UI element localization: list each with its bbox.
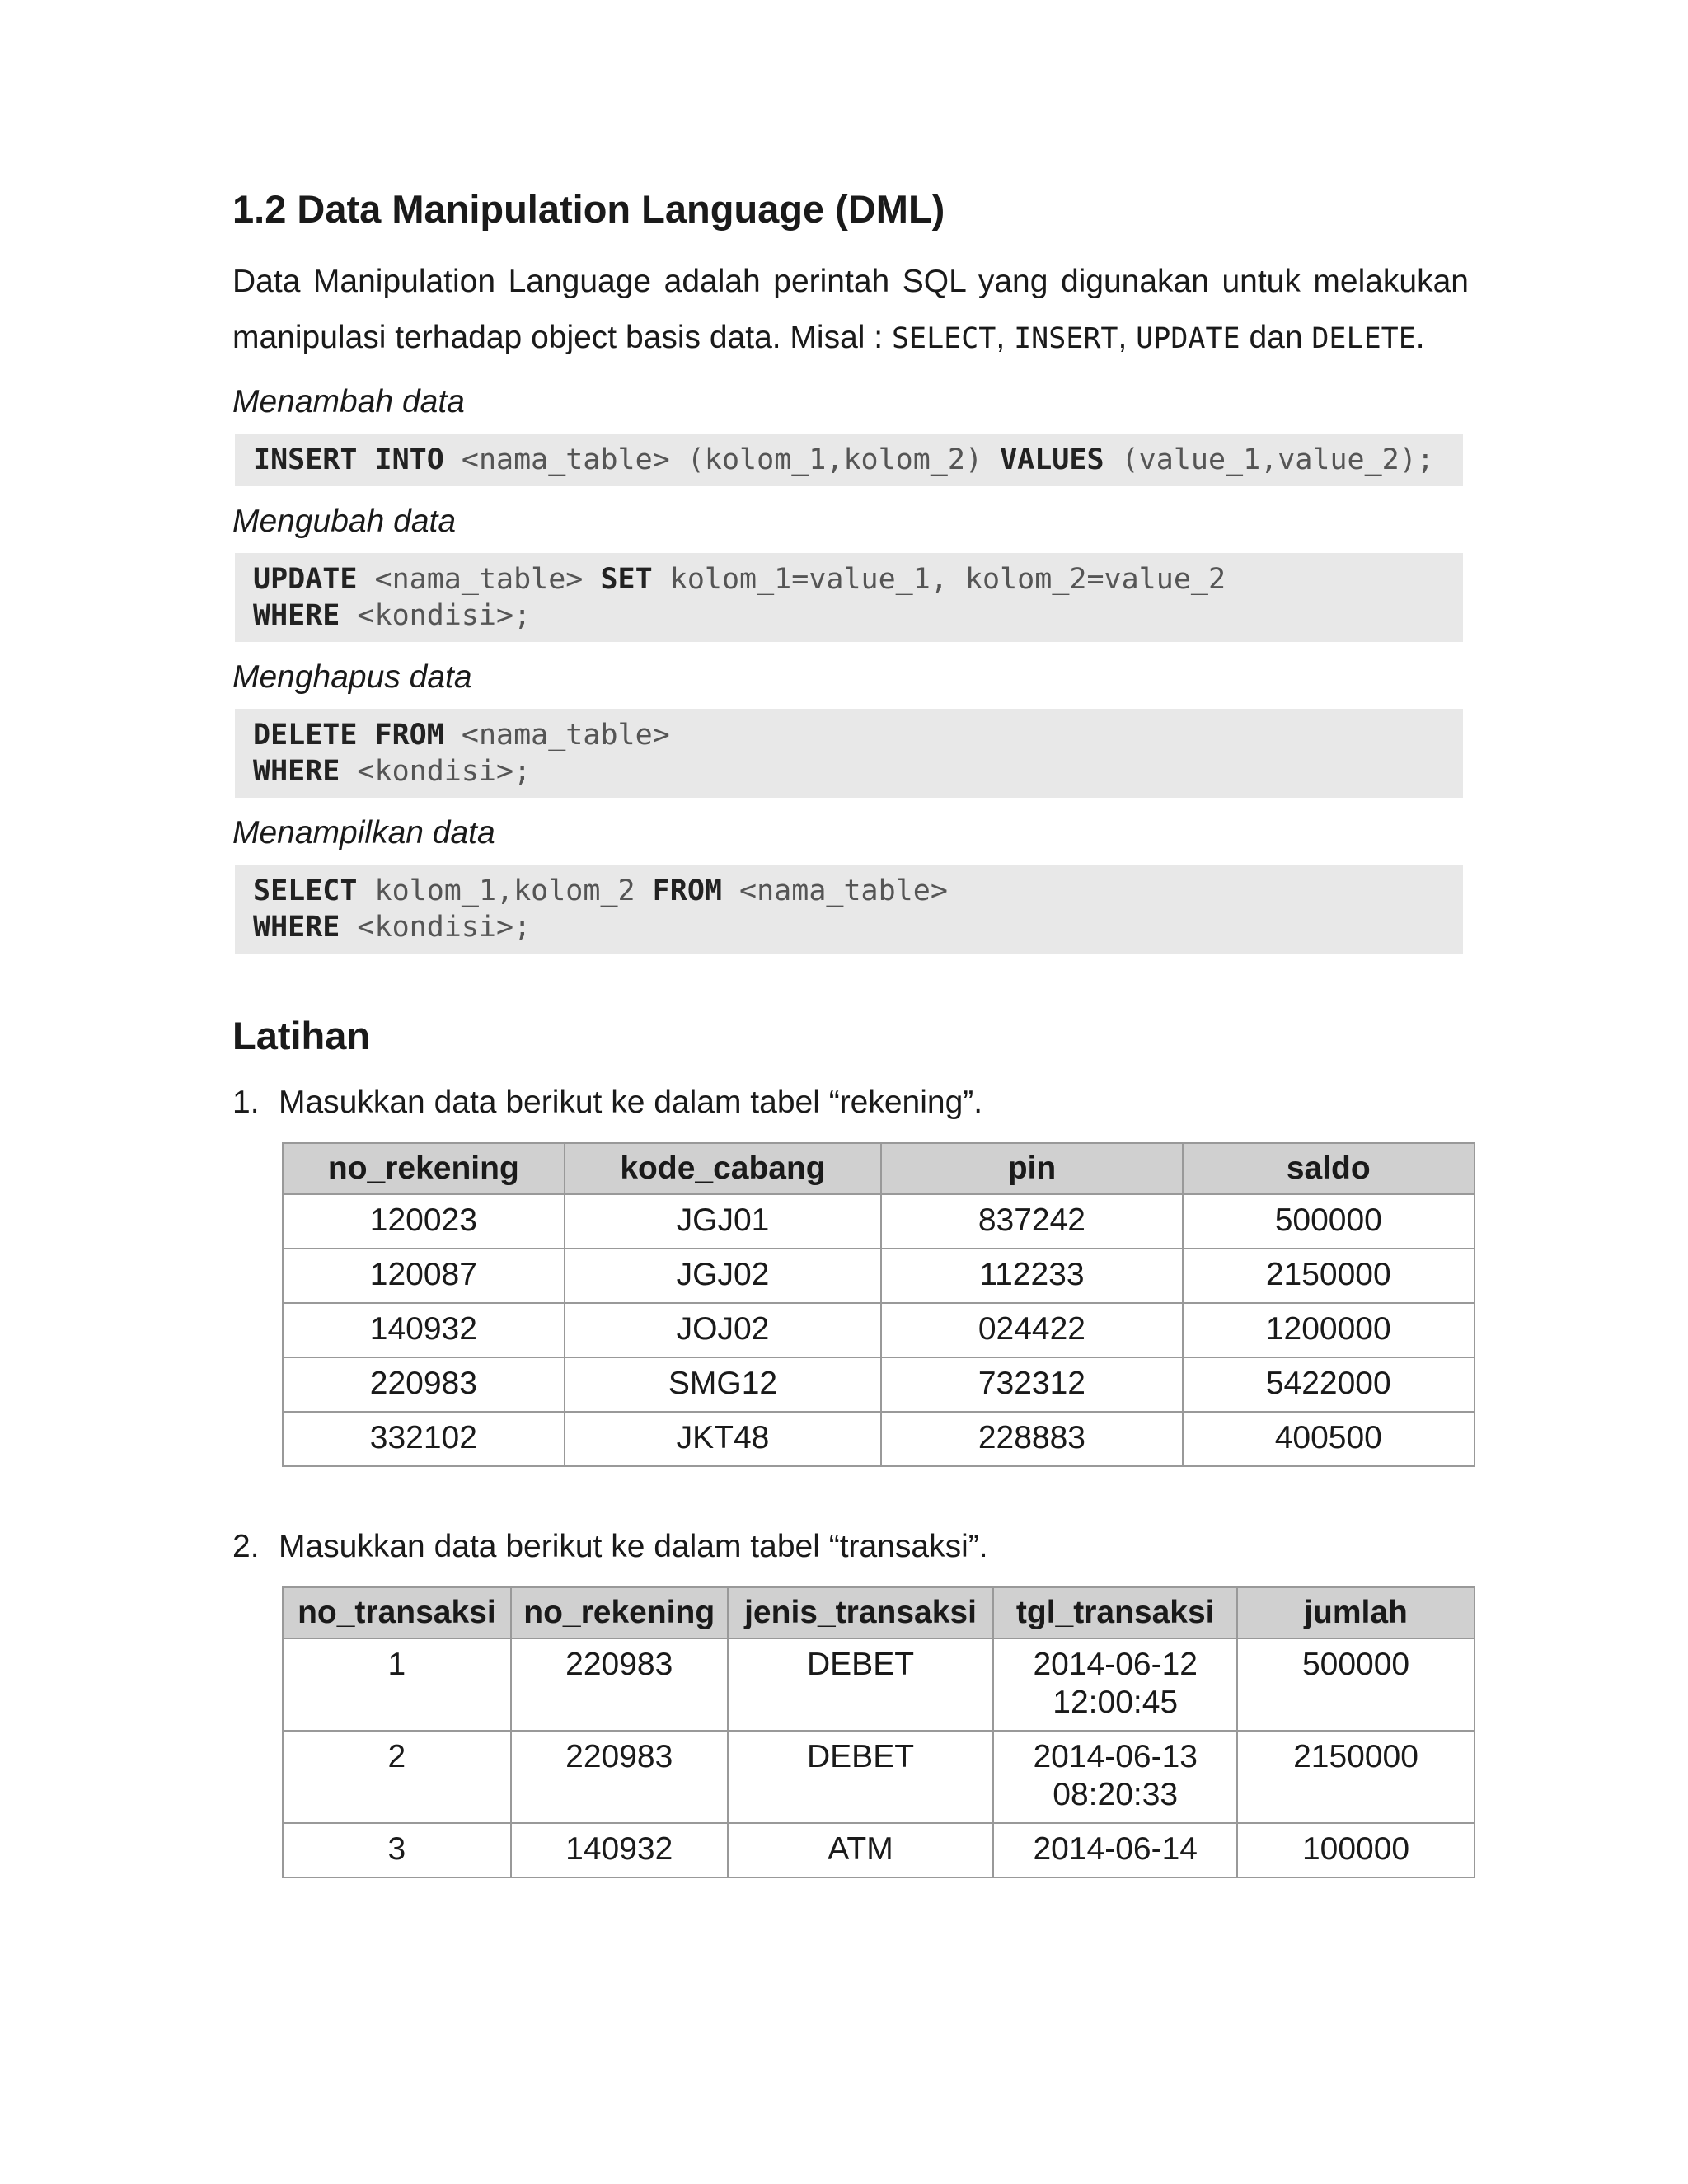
intro-paragraph: [232, 254, 1469, 367]
table-cell: 2: [283, 1731, 511, 1823]
table-cell: 120087: [283, 1249, 565, 1303]
date-text: 2014-06-14: [1033, 1830, 1198, 1867]
table-cell: DEBET: [728, 1638, 994, 1731]
table-row: [283, 1638, 1475, 1731]
code-text: <nama_table> (kolom_1,kolom_2): [443, 443, 1001, 477]
column-header: pin: [881, 1143, 1182, 1194]
table-transaksi: [282, 1586, 1475, 1878]
code-text: <kondisi>;: [340, 754, 532, 788]
exercise-number: 2.: [232, 1528, 260, 1564]
column-header: no_rekening: [283, 1143, 565, 1194]
column-header: no_transaksi: [283, 1587, 511, 1638]
column-header: jumlah: [1237, 1587, 1475, 1638]
label-mengubah-data: Mengubah data: [232, 504, 457, 540]
table-cell: 228883: [881, 1412, 1182, 1466]
table-cell: 2150000: [1183, 1249, 1475, 1303]
table-cell: 500000: [1237, 1638, 1475, 1731]
table-cell: ATM: [728, 1823, 994, 1877]
table-row: [283, 1731, 1475, 1823]
table-cell: 1200000: [1183, 1303, 1475, 1357]
code-keyword: VALUES: [1000, 443, 1104, 477]
table-cell: JKT48: [565, 1412, 882, 1466]
code-keyword: SELECT: [253, 874, 358, 907]
code-keyword: FROM: [652, 874, 722, 907]
code-keyword: SET: [600, 562, 653, 596]
table-cell: 3: [283, 1823, 511, 1877]
table-cell: 120023: [283, 1194, 565, 1249]
table-cell: 220983: [283, 1357, 565, 1412]
label-menambah-data: Menambah data: [232, 384, 465, 420]
code-text: <nama_table>: [721, 874, 948, 907]
table-header-row: [283, 1587, 1475, 1638]
code-text: <kondisi>;: [340, 598, 532, 632]
inline-code-delete: DELETE: [1311, 322, 1416, 356]
table-cell: SMG12: [565, 1357, 882, 1412]
date-text: 2014-06-13: [1033, 1738, 1198, 1774]
code-text: <kondisi>;: [340, 910, 532, 944]
table-row: [283, 1823, 1475, 1877]
exercise-2: [232, 1528, 1469, 1567]
table-cell-datetime: [993, 1731, 1237, 1823]
code-keyword: WHERE: [253, 910, 340, 944]
table-cell-datetime: [993, 1823, 1237, 1877]
code-block-delete: [235, 709, 1463, 798]
table-cell: JGJ01: [565, 1194, 882, 1249]
column-header: no_rekening: [511, 1587, 728, 1638]
table-cell: 400500: [1183, 1412, 1475, 1466]
table-cell: 332102: [283, 1412, 565, 1466]
table-cell: 220983: [511, 1731, 728, 1823]
table-cell: 500000: [1183, 1194, 1475, 1249]
table-cell: 140932: [511, 1823, 728, 1877]
separator: ,: [996, 320, 1015, 356]
exercise-number: 1.: [232, 1084, 260, 1120]
exercise-1: [232, 1084, 1469, 1122]
exercise-text: Masukkan data berikut ke dalam tabel “transaksi”.: [279, 1528, 988, 1564]
latihan-heading: Latihan: [232, 1013, 371, 1057]
conjunction: dan: [1240, 320, 1312, 356]
table-cell: 024422: [881, 1303, 1182, 1357]
table-cell: 140932: [283, 1303, 565, 1357]
table-cell: 1: [283, 1638, 511, 1731]
code-text: kolom_1=value_1, kolom_2=value_2: [652, 562, 1226, 596]
code-keyword: WHERE: [253, 754, 340, 788]
code-text: (value_1,value_2);: [1104, 443, 1434, 477]
table-row: [283, 1357, 1475, 1412]
code-keyword: UPDATE: [253, 562, 358, 596]
table-cell-datetime: [993, 1638, 1237, 1731]
separator: ,: [1118, 320, 1137, 356]
code-text: <nama_table>: [357, 562, 601, 596]
code-keyword: INSERT INTO: [253, 443, 444, 477]
code-text: kolom_1,kolom_2: [357, 874, 653, 907]
exercise-text: Masukkan data berikut ke dalam tabel “rekening”.: [279, 1084, 983, 1120]
inline-code-select: SELECT: [891, 322, 996, 356]
column-header: saldo: [1183, 1143, 1475, 1194]
date-text: 2014-06-12: [1033, 1646, 1198, 1682]
table-cell: 2150000: [1237, 1731, 1475, 1823]
table-cell: DEBET: [728, 1731, 994, 1823]
table-cell: 220983: [511, 1638, 728, 1731]
table-row: [283, 1303, 1475, 1357]
label-menghapus-data: Menghapus data: [232, 658, 472, 695]
column-header: tgl_transaksi: [993, 1587, 1237, 1638]
time-text: 08:20:33: [1053, 1776, 1179, 1812]
inline-code-insert: INSERT: [1014, 322, 1118, 356]
table-cell: 100000: [1237, 1823, 1475, 1877]
table-row: [283, 1194, 1475, 1249]
code-text: <nama_table>: [443, 718, 670, 752]
code-keyword: WHERE: [253, 598, 340, 632]
table-cell: JGJ02: [565, 1249, 882, 1303]
column-header: jenis_transaksi: [728, 1587, 994, 1638]
table-cell: 732312: [881, 1357, 1182, 1412]
section-title: 1.2 Data Manipulation Language (DML): [232, 187, 945, 231]
time-text: 12:00:45: [1053, 1684, 1179, 1720]
table-row: [283, 1412, 1475, 1466]
column-header: kode_cabang: [565, 1143, 882, 1194]
table-row: [283, 1249, 1475, 1303]
document-page: [232, 186, 1469, 1878]
code-block-update: [235, 553, 1463, 642]
spacer: [232, 1467, 1469, 1528]
table-cell: 5422000: [1183, 1357, 1475, 1412]
period: .: [1415, 320, 1425, 356]
table-cell: 112233: [881, 1249, 1182, 1303]
table-header-row: [283, 1143, 1475, 1194]
label-menampilkan-data: Menampilkan data: [232, 814, 495, 851]
table-cell: JOJ02: [565, 1303, 882, 1357]
table-rekening: [282, 1142, 1475, 1467]
code-keyword: DELETE FROM: [253, 718, 444, 752]
table-cell: 837242: [881, 1194, 1182, 1249]
code-block-select: [235, 865, 1463, 954]
code-block-insert: [235, 434, 1463, 486]
inline-code-update: UPDATE: [1136, 322, 1240, 356]
intro-text: Data Manipulation Language adalah perintah SQL yang digunakan untuk melakukan manipulasi terhadap object basis data. Misal :: [232, 264, 1469, 356]
